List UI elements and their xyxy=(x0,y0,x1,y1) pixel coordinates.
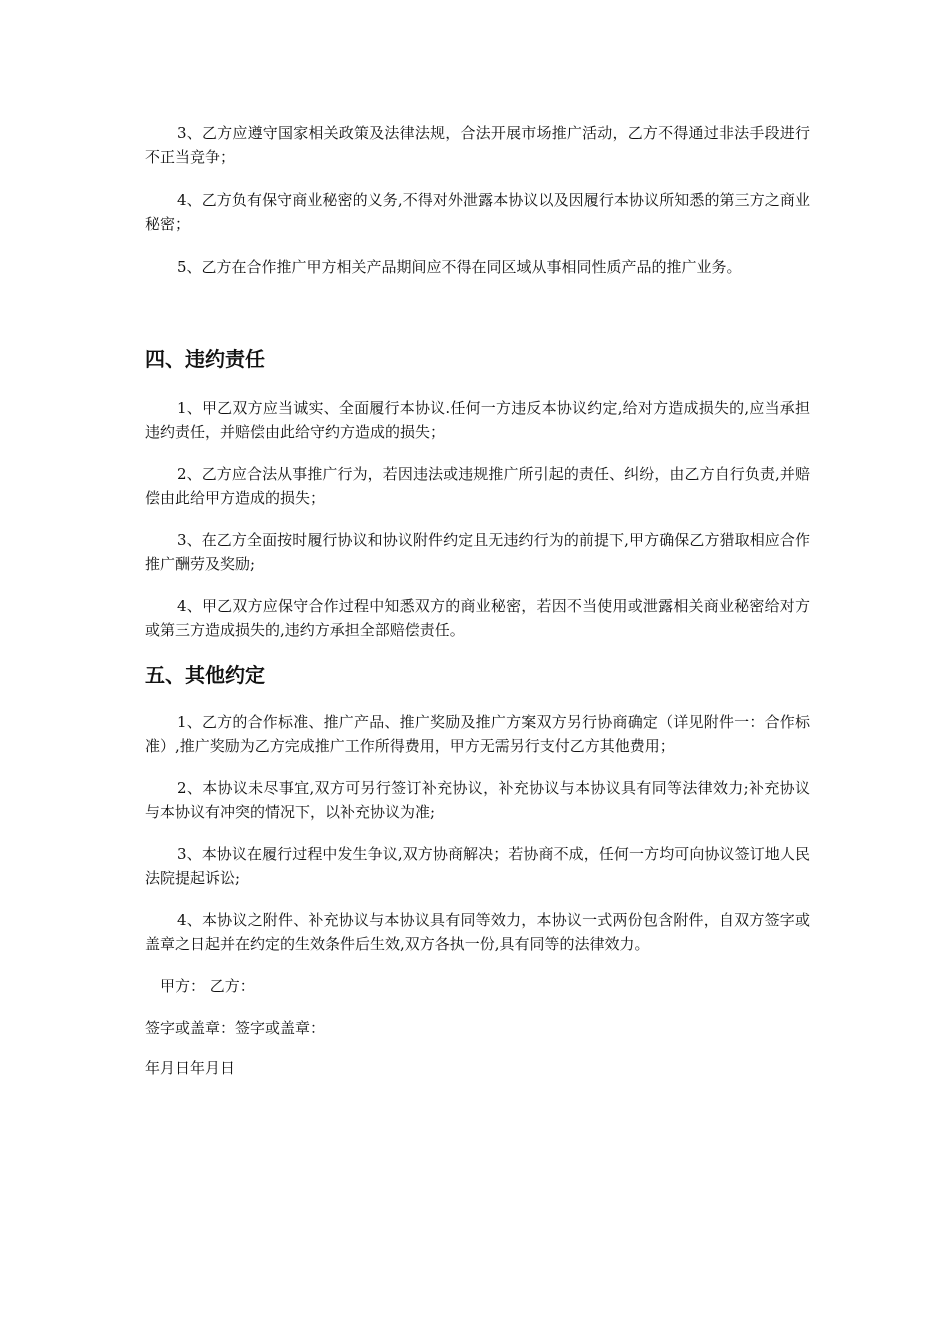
section-heading-other: 五、其他约定 xyxy=(145,663,265,687)
clause-paragraph: 1、乙方的合作标准、推广产品、推广奖励及推广方案双方另行协商确定（详见附件一：合作标准）,推广奖励为乙方完成推广工作所得费用，甲方无需另行支付乙方其他费用； xyxy=(145,713,810,755)
clause-paragraph: 5、乙方在合作推广甲方相关产品期间应不得在同区域从事相同性质产品的推广业务。 xyxy=(177,258,742,276)
clause-paragraph: 1、甲乙双方应当诚实、全面履行本协议.任何一方违反本协议约定,给对方造成损失的,应当承担违约责任，并赔偿由此给守约方造成的损失； xyxy=(145,399,810,441)
clause-paragraph: 2、本协议未尽事宜,双方可另行签订补充协议，补充协议与本协议具有同等法律效力;补充协议与本协议有冲突的情况下，以补充协议为准; xyxy=(145,779,810,821)
signature-parties: 甲方： 乙方： xyxy=(160,977,255,995)
date-line: 年月日年月日 xyxy=(145,1059,236,1077)
clause-paragraph: 3、本协议在履行过程中发生争议,双方协商解决；若协商不成，任何一方均可向协议签订地人民法院提起诉讼; xyxy=(145,845,810,887)
section-heading-breach: 四、违约责任 xyxy=(145,347,265,371)
clause-paragraph: 2、乙方应合法从事推广行为，若因违法或违规推广所引起的责任、纠纷，由乙方自行负责,并赔偿由此给甲方造成的损失； xyxy=(145,465,810,507)
signature-line: 签字或盖章：签字或盖章： xyxy=(145,1019,326,1037)
clause-paragraph: 3、在乙方全面按时履行协议和协议附件约定且无违约行为的前提下,甲方确保乙方猎取相应合作推广酬劳及奖励; xyxy=(145,531,810,573)
clause-paragraph: 4、甲乙双方应保守合作过程中知悉双方的商业秘密，若因不当使用或泄露相关商业秘密给对方或第三方造成损失的,违约方承担全部赔偿责任。 xyxy=(145,597,810,639)
clause-paragraph: 4、乙方负有保守商业秘密的义务,不得对外泄露本协议以及因履行本协议所知悉的第三方之商业秘密； xyxy=(145,191,810,233)
clause-paragraph: 4、本协议之附件、补充协议与本协议具有同等效力，本协议一式两份包含附件，自双方签字或盖章之日起并在约定的生效条件后生效,双方各执一份,具有同等的法律效力。 xyxy=(145,911,810,953)
clause-paragraph: 3、乙方应遵守国家相关政策及法律法规，合法开展市场推广活动，乙方不得通过非法手段进行不正当竞争； xyxy=(145,124,810,166)
